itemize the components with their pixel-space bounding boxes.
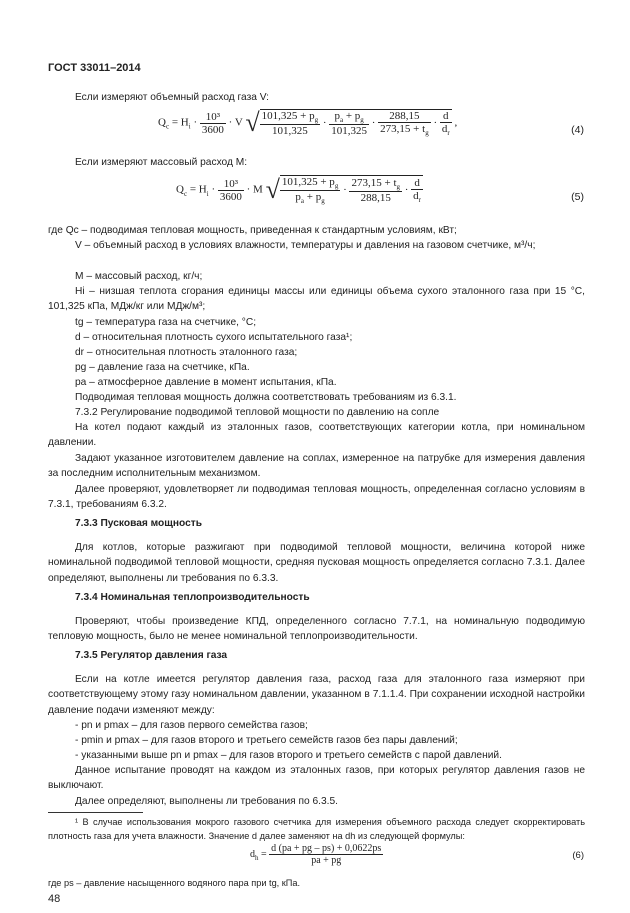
section-7-3-5-p3: Далее определяют, выполнены ли требования по 6.3.5. [75, 796, 338, 807]
sqrt-sign: √ [245, 108, 260, 137]
formula-6-frac: $\frac{d (pa + pg - ps) + 0,0622ps}{pa + pg}$ [271, 843, 382, 866]
formula-5-number: (5) [571, 191, 584, 203]
document-header: ГОСТ 33011–2014 [48, 62, 141, 74]
formula-4-a-sub: i [188, 122, 191, 131]
section-7-3-5-p1: Если на котле имеется регулятор давления газа, расход газа для эталонного газа измеряют при соответствующему этому газу номинальном давлении, указанном в 7.1.1.4. При сохранении исходной настройки давление подачи изменяют между: [48, 674, 585, 716]
section-7-3-5-item-3: - указанными выше pn и pmax – для газов второго и третьего семейств с парой давлений. [75, 750, 502, 761]
formula-5-a-sub: i [206, 189, 209, 198]
formula-5-frac-1: $\frac{\text{10³}}{3600}$ [219, 177, 242, 203]
where-line-3: M – массовый расход, кг/ч; [75, 271, 203, 282]
formula-6-lhs: d [250, 848, 255, 860]
where-line-8: pg – давление газа на счетчике, кПа. [75, 362, 250, 373]
section-7-3-5-p2: Данное испытание проводят на каждом из эталонных газов, при которых регулятор давления газов не выключают. [48, 765, 585, 792]
formula-6-number: (6) [572, 850, 584, 861]
formula-4-lhs: Q [158, 116, 166, 129]
footnote-where: где ps – давление насыщенного водяного пара при tg, кПа. [48, 878, 301, 888]
formula-4-radicand: $\frac{101,325 + p_g}{101,325}$ · $\frac{p_a + p_g}{101,325}$ · $\frac{288,15}{273,15 + t_g}$ · $\frac{d}{d_r}$ [261, 109, 450, 138]
section-7-3-5-item-2: - pmin и pmax – для газов второго и третьего семейств газов без пары давлений; [75, 735, 458, 746]
formula-5-lhs-sub: c [183, 189, 188, 198]
section-7-3-2-title: 7.3.2 Регулирование подводимой тепловой мощности по давлению на сопле [75, 407, 440, 418]
formula-6-lhs-sub: h [255, 853, 259, 862]
formula-4: $Q_c = H_i$ · $\frac{\text{10³}}{3600}$ · V √ $\frac{101,325 + p_g}{101,325}$ · $\frac{p_a + p_g}{101,325}$ · $\frac{288,15}{273,15 + t_g}$ · $\frac{d}{d_r}$ , [158, 108, 458, 138]
page-number: 48 [48, 893, 61, 905]
where-line-5: tg – температура газа на счетчике, °С; [75, 317, 257, 328]
where-line-10: Подводимая тепловая мощность должна соответствовать требованиям из 6.3.1. [75, 392, 457, 403]
formula-4-a: H [180, 116, 189, 129]
where-line-7: dr – относительная плотность эталонного газа; [75, 347, 298, 358]
formula-5: $Q_c = H_i$ · $\frac{\text{10³}}{3600}$ · M √ $\frac{101,325 + p_g}{p_a + p_g}$ · $\frac{273,15 + t_g}{288,15}$ · $\frac{d}{d_r}$ [176, 175, 422, 206]
formula-5-b: M [253, 183, 263, 196]
section-7-3-2-p1: На котел подают каждый из эталонных газов, соответствующих категории котла, при номинальном давлении. [48, 422, 585, 449]
formula-4-b: V [234, 116, 243, 129]
footnote-rule [48, 812, 143, 813]
where-line-1: где Qc – подводимая тепловая мощность, приведенная к стандартным условиям, кВт; [48, 225, 457, 236]
section-7-3-4-p1: Проверяют, чтобы произведение КПД, определенного согласно 7.7.1, на номинальную подводимую тепловую мощность, было не менее номинальной теплопроизводительности. [48, 616, 585, 643]
intro-mass: Если измеряют массовый расход M: [75, 157, 248, 168]
section-7-3-5-item-1: - pn и pmax – для газов первого семейства газов; [75, 720, 308, 731]
where-line-4: Hi – низшая теплота сгорания единицы массы или единицы объема сухого эталонного газа при 15 °С, 101,325 кПа, МДж/кг или МДж/м³; [48, 286, 585, 313]
where-line-9: pa – атмосферное давление в момент испытания, кПа. [75, 377, 337, 388]
section-7-3-5-title: 7.3.5 Регулятор давления газа [75, 650, 228, 661]
sqrt-sign: √ [265, 175, 280, 205]
section-7-3-2-p3: Далее проверяют, удовлетворяет ли подводимая тепловая мощность, определенная согласно условиям в 7.3.1, требованиям 6.3.2. [48, 484, 585, 511]
section-7-3-2-p2: Задают указанное изготовителем давление на соплах, измеренное на патрубке для измерения давления за последним исполнительным механизмом. [48, 453, 585, 480]
formula-4-lhs-sub: c [165, 122, 170, 131]
section-7-3-3-title: 7.3.3 Пусковая мощность [75, 518, 203, 529]
formula-6: $d_h$ = $\frac{d (pa + pg - ps) + 0,0622ps}{pa + pg}$ [250, 843, 382, 866]
formula-5-radicand: $\frac{101,325 + p_g}{p_a + p_g}$ · $\frac{273,15 + t_g}{288,15}$ · $\frac{d}{d_r}$ [281, 176, 422, 206]
section-7-3-4-title: 7.3.4 Номинальная теплопроизводительность [75, 592, 310, 603]
section-7-3-3-p1: Для котлов, которые разжигают при подводимой тепловой мощности, величина которой ниже номинальной подводимой тепловой мощности, средняя пусковая мощность определяется согласно 7.3.1. Далее определяют, выполнены ли требования по 6.3.3. [48, 542, 585, 584]
footnote: ¹ В случае использования мокрого газового счетчика для измерения объемного расхода следует скорректировать плотность газа для учета влажности. Значение d далее заменяют на dh из следующей формулы: [48, 817, 585, 842]
formula-5-lhs: Q [176, 183, 184, 196]
where-line-6: d – относительная плотность сухого испытательного газа¹; [75, 332, 353, 343]
intro-volume: Если измеряют объемный расход газа V: [75, 92, 269, 103]
formula-4-number: (4) [571, 124, 584, 136]
where-line-2: V – объемный расход в условиях влажности, температуры и давления на газовом счетчике, м³/ч; [75, 240, 536, 251]
formula-5-a: H [198, 183, 207, 196]
formula-4-frac-1: $\frac{\text{10³}}{3600}$ [201, 110, 224, 136]
